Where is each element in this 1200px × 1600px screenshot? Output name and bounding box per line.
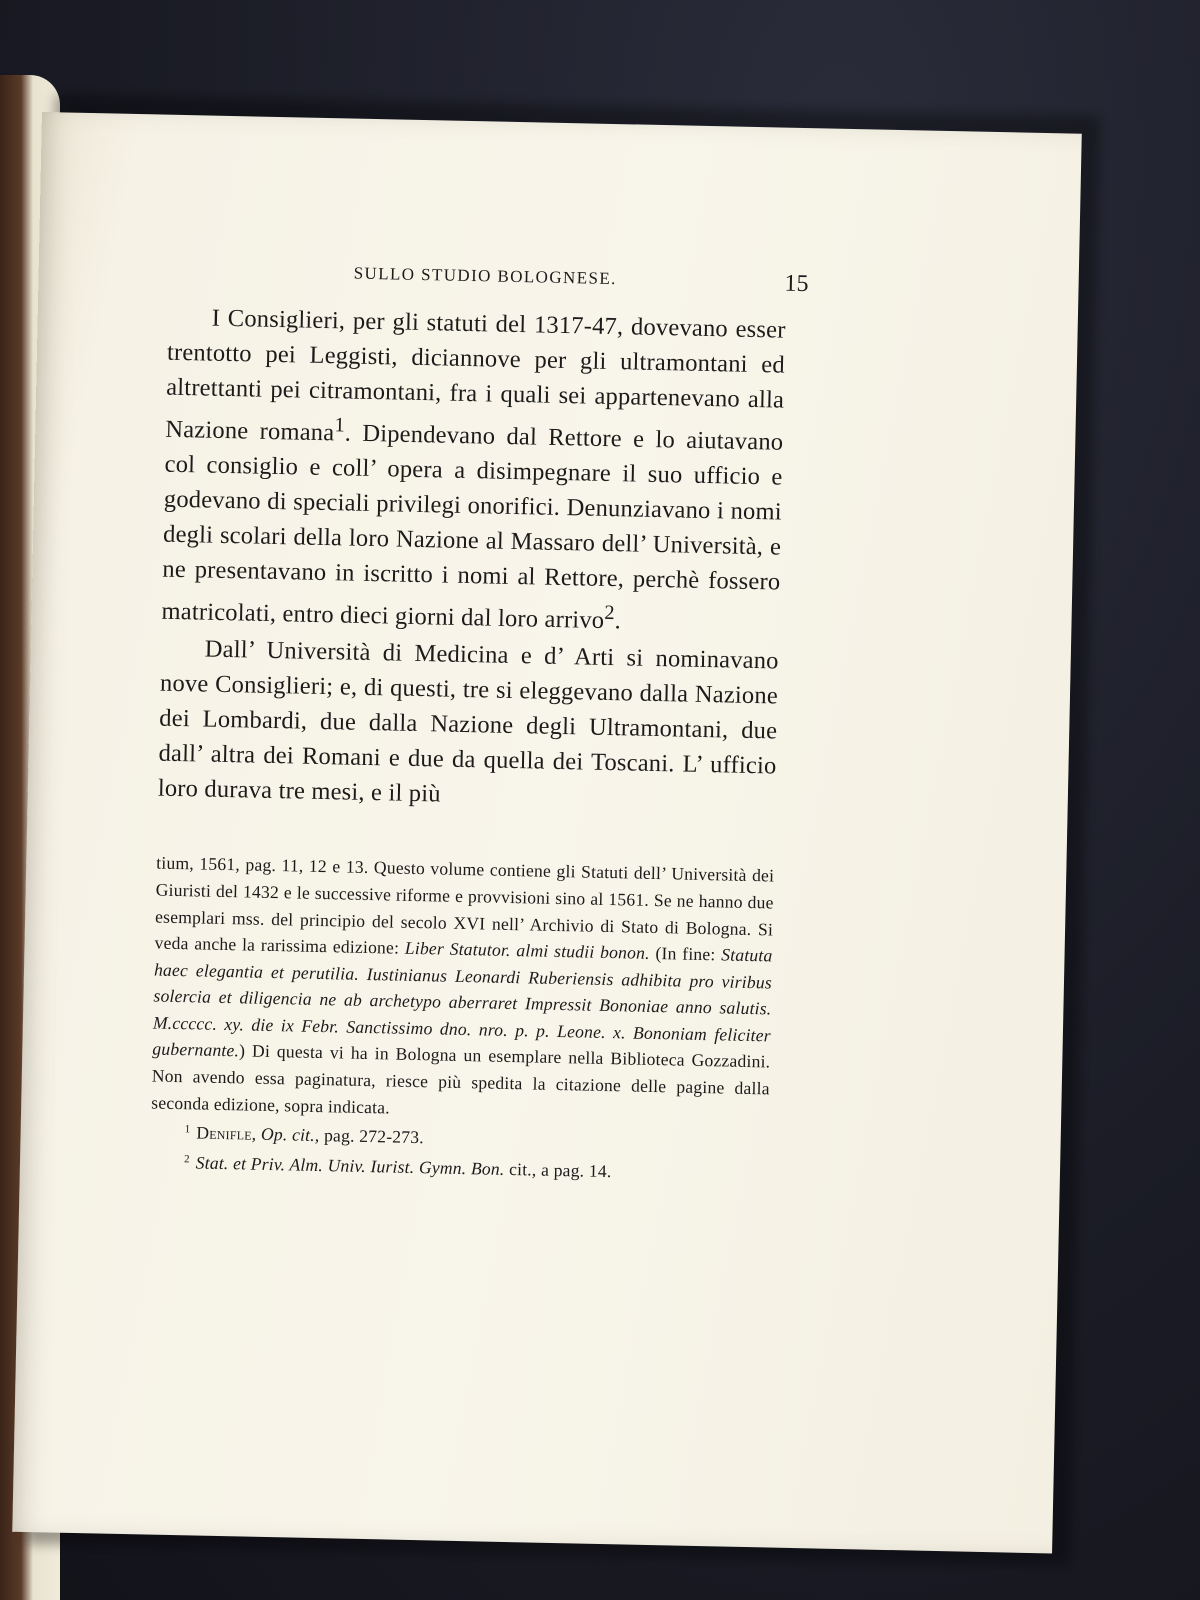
note-text-a: tium, 1561, pag. 11, 12 e 13. Questo volume contiene gli Statuti dell’ Università dei Giuristi del 1432 e le successive riforme e provvisioni sino al 1561. Se ne hanno due esemplari mss. del principio del secolo XVI nell’ Archivio di Stato di Bologna. Si veda anche la rarissima edizione: [154, 852, 775, 958]
footnote-ref-2: 2 [604, 602, 616, 625]
footnote-continuation [151, 850, 774, 1129]
note-text-b: (In fine: [649, 943, 722, 965]
note-italic-colophon: Statuta haec elegantia et perutilia. Iustinianus Leonardi Ruberiensis adhibita pro viribus solercia et diligencia ne ab archetypo aberraret Impressit Bononiae anno salutis. M.ccccc. xy. die ix Febr. Sanctissimo dno. nro. p. p. Leone. x. Bononiam feliciter gubernante. [152, 944, 773, 1061]
running-title: SULLO STUDIO BOLOGNESE. [353, 263, 617, 289]
footnote-ref-1: 1 [334, 414, 346, 437]
footnote-2-rest: cit., a pag. 14. [504, 1158, 612, 1182]
body-text [157, 300, 785, 819]
footnote-1-author: Denifle [196, 1122, 252, 1144]
paragraph-1-text-b: . Dipendevano dal Rettore e lo aiutavano col consiglio e coll’ opera a disimpegnare il suo ufficio e godevano di speciali privilegi onorifici. Denunziavano i nomi degli scolari della loro Nazione al Massaro dell’ Università, e ne presentavano in iscritto i nomi al Rettore, perchè fossero matricolati, entro dieci giorni dal loro arrivo [161, 419, 784, 635]
footnote-1-number: 1 [184, 1123, 191, 1136]
note-italic-title: Liber Statutor. almi studii bonon. [404, 937, 650, 964]
footnotes [150, 850, 775, 1188]
footnote-1-title: Op. cit. [260, 1124, 316, 1146]
page-number: 15 [784, 270, 809, 298]
footnote-1-sep: , [251, 1123, 262, 1145]
footnote-1-rest: , pag. 272-273. [314, 1125, 425, 1148]
paragraph-1-end: . [614, 607, 622, 635]
paragraph-1-text-a: I Consiglieri, per gli statuti del 1317-47, dovevano esser trentotto pei Leggisti, diciannove per gli ultramontani ed altrettanti pei citramontani, fra i quali sei appartenevano alla Nazione romana [165, 304, 786, 447]
note-text-c: ) Di questa vi ha in Bologna un esemplare nella Biblioteca Gozzadini. Non avendo essa paginatura, riesce più spedita la citazione delle pagine dalla seconda edizione, sopra indicata. [151, 1040, 771, 1118]
paragraph-1 [161, 300, 786, 642]
page-content [150, 260, 809, 1188]
footnote-2-number: 2 [183, 1153, 190, 1166]
footnote-2-title: Stat. et Priv. Alm. Univ. Iurist. Gymn. Bon. [195, 1152, 505, 1179]
book-page [12, 112, 1082, 1553]
paragraph-2: Dall’ Università di Medicina e d’ Arti si nominavano nove Consiglieri; e, di questi, tre si eleggevano dalla Nazione dei Lombardi, due dalla Nazione degli Ultramontani, due dall’ altra dei Romani e due da quella dei Toscani. L’ ufficio loro durava tre mesi, e il più [157, 635, 779, 808]
